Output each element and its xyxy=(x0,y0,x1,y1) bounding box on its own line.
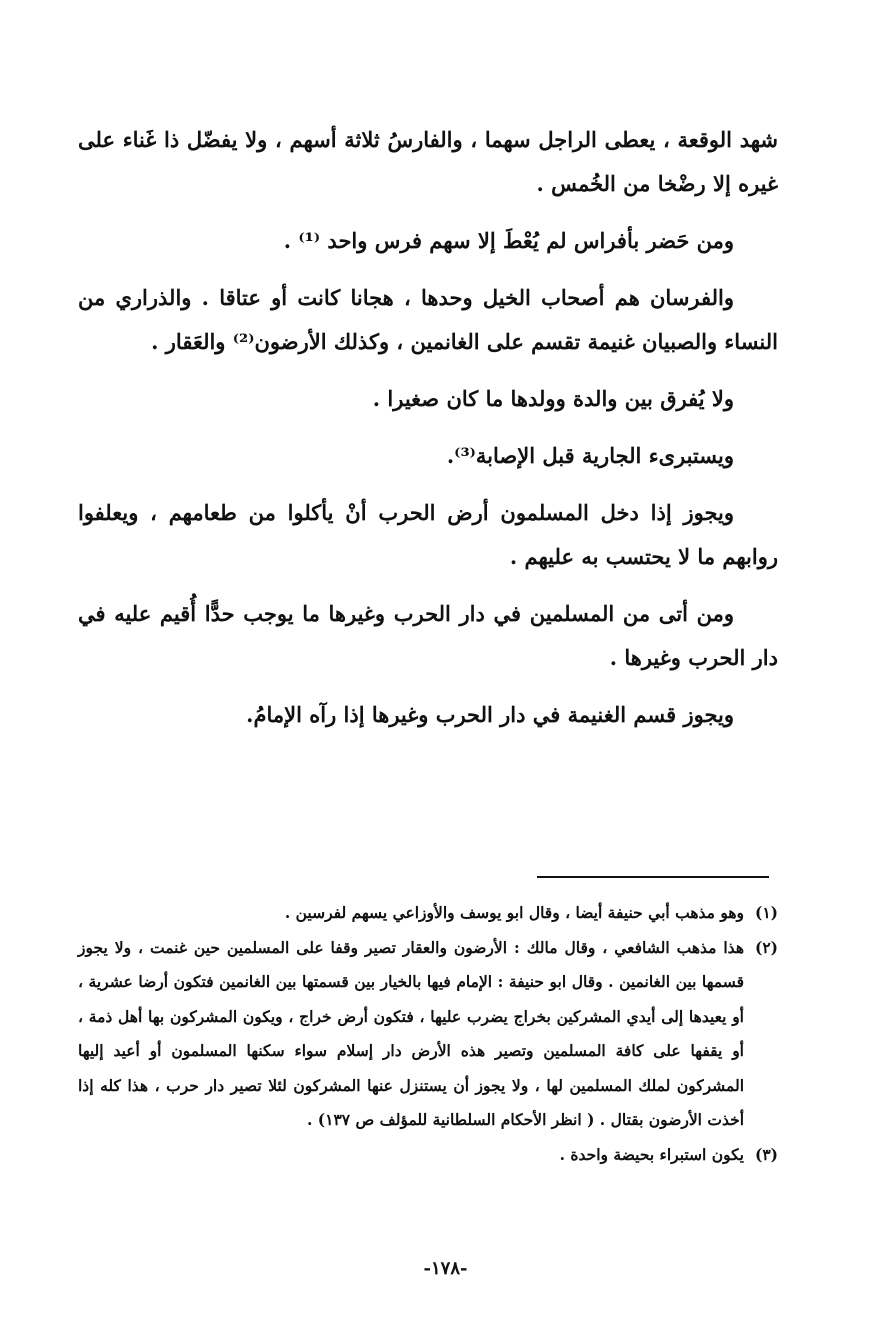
page-number: -١٧٨- xyxy=(423,1258,468,1279)
paragraph-3: والفرسان هم أصحاب الخيل وحدها ، هجانا كانت أو عتاقا . والذراري من النساء والصبيان غنيمة تقسم على الغانمين ، وكذلك الأرضون⁽²⁾ والعَقار . xyxy=(78,285,778,354)
footnote-text: هذا مذهب الشافعي ، وقال مالك : الأرضون والعقار تصير وقفا على المسلمين حين غنمت ، ولا يجوز قسمها بين الغانمين . وقال ابو حنيفة : الإمام فيها بالخيار بين قسمتها بين الغانمين فتكون أرضا عشرية ، أو يعيدها إلى أيدي المشركين بخراج يضرب عليها ، فتكون أرض خراج ، ويكون المشركون بها أهل ذمة ، أو يقفها على كافة المسلمين وتصير هذه الأرض دار إسلام سواء سكنها المسلمون أو أعيد إليها المشركون لملك المسلمين لها ، ولا يجوز أن يستنزل عنها المشركون لئلا تصير دار حرب ، هذا كله إذا أخذت الأرضون بقتال . ( انظر الأحكام السلطانية للمؤلف ص ١٣٧) . xyxy=(78,937,744,1129)
footnote-1 xyxy=(78,896,778,931)
paragraph-2: ومن حَضر بأفراس لم يُعْطَ إلا سهم فرس واحد ⁽¹⁾ . xyxy=(283,228,734,253)
paragraph-7: ومن أتى من المسلمين في دار الحرب وغيرها ما يوجب حدًّا أُقيم عليه في دار الحرب وغيرها . xyxy=(78,601,778,670)
footnote-number: (٢) xyxy=(754,937,778,957)
paragraph-4: ولا يُفرق بين والدة وولدها ما كان صغيرا . xyxy=(372,386,734,411)
footnote-text: وهو مذهب أبي حنيفة أيضا ، وقال ابو يوسف والأوزاعي يسهم لفرسين . xyxy=(284,903,744,922)
footnote-separator xyxy=(537,876,769,878)
footnote-3 xyxy=(78,1138,778,1173)
footnote-number: (٣) xyxy=(754,1144,778,1164)
paragraph-8: ويجوز قسم الغنيمة في دار الحرب وغيرها إذا رآه الإمامُ. xyxy=(246,702,734,727)
paragraph-5: ويستبرىء الجارية قبل الإصابة⁽³⁾. xyxy=(446,443,734,468)
main-text xyxy=(78,118,778,750)
paragraph-6: ويجوز إذا دخل المسلمون أرض الحرب أنْ يأكلوا من طعامهم ، ويعلفوا روابهم ما لا يحتسب به عليهم . xyxy=(78,500,778,569)
paragraph-1: شهد الوقعة ، يعطى الراجل سهما ، والفارسُ ثلاثة أسهم ، ولا يفضّل ذا غَناء على غيره إلا رضْخا من الخُمس . xyxy=(78,127,778,196)
footnote-text: يكون استبراء بحيضة واحدة . xyxy=(559,1144,744,1164)
footnote-number: (١) xyxy=(754,903,778,922)
footnote-2 xyxy=(78,931,778,1138)
footnotes xyxy=(78,896,778,1172)
